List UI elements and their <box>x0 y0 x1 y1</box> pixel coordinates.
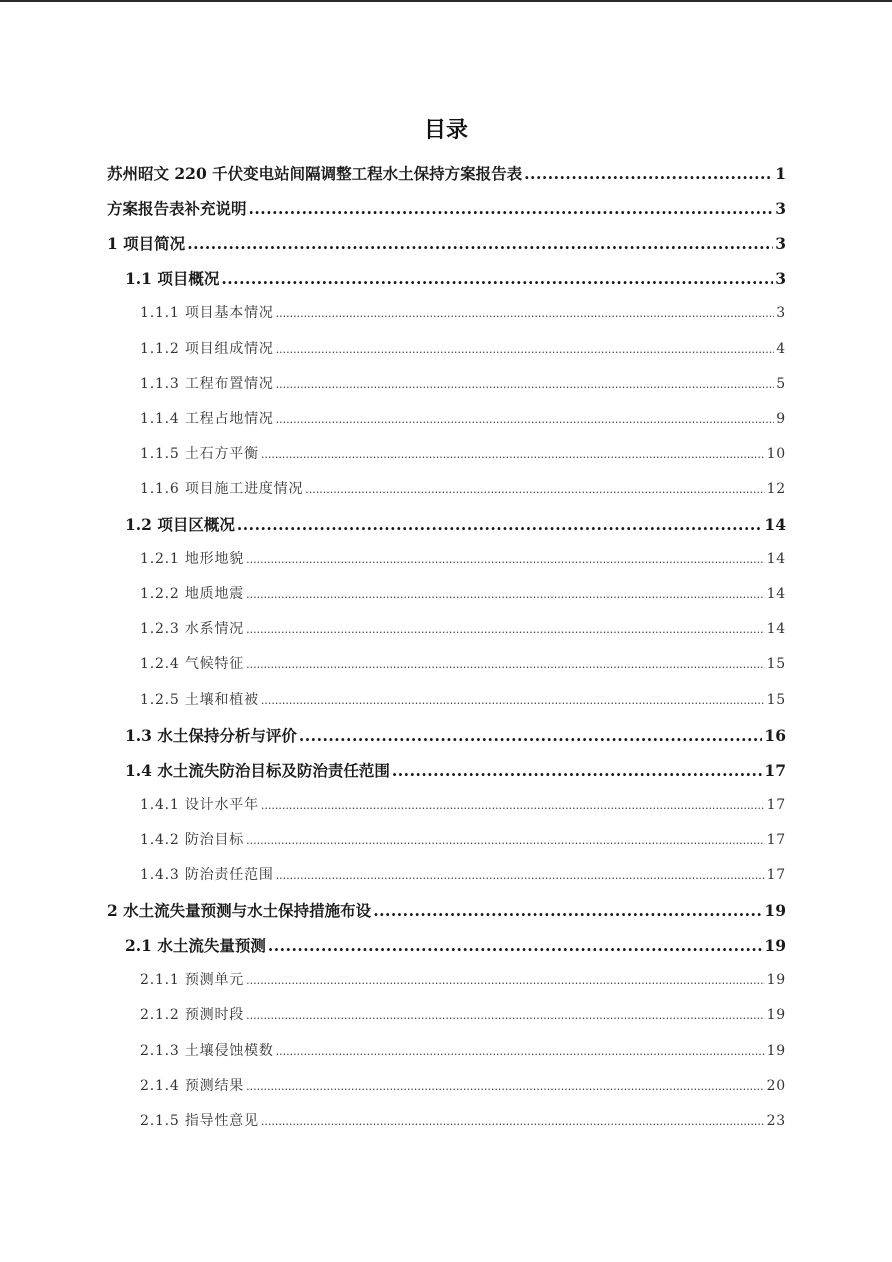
toc-page-number: 16 <box>764 725 786 745</box>
toc-entry[interactable] <box>107 191 786 226</box>
toc-entry[interactable] <box>140 577 786 612</box>
toc-page-number: 3 <box>775 234 786 254</box>
toc-entry[interactable] <box>140 647 786 682</box>
toc-page-number: 3 <box>775 269 786 289</box>
toc-leader-dots <box>373 893 762 928</box>
toc-leader-dots <box>299 718 763 753</box>
toc-entry-title: 1.2.2 地质地震 <box>140 586 245 603</box>
toc-leader-dots <box>276 332 775 367</box>
toc-leader-dots <box>524 156 773 191</box>
toc-entry-title: 1.1.3 工程布置情况 <box>140 375 274 392</box>
toc-entry-title: 1.3 水土保持分析与评价 <box>125 725 297 745</box>
toc-entry-title: 方案报告表补充说明 <box>107 199 247 219</box>
toc-entry[interactable] <box>140 402 786 437</box>
toc-leader-dots <box>249 191 774 226</box>
toc-entry-title: 2.1 水土流失量预测 <box>125 936 266 956</box>
toc-entry-title: 2.1.1 预测单元 <box>140 972 245 989</box>
toc-entry[interactable] <box>107 893 786 928</box>
toc-entry[interactable] <box>125 718 786 753</box>
toc-entry[interactable] <box>140 612 786 647</box>
toc-page-number: 17 <box>766 831 786 848</box>
toc-entry[interactable] <box>140 437 786 472</box>
toc-page-number: 17 <box>766 796 786 813</box>
toc-leader-dots <box>276 367 775 402</box>
toc-entry[interactable] <box>140 542 786 577</box>
toc-page-number: 23 <box>766 1112 786 1129</box>
toc-entry[interactable] <box>140 1104 786 1139</box>
toc-leader-dots <box>276 296 775 331</box>
toc-entry-title: 1.1.1 项目基本情况 <box>140 305 274 322</box>
toc-leader-dots <box>276 1034 765 1069</box>
toc-page-number: 19 <box>766 972 786 989</box>
toc-entry-title: 1.2.4 气候特征 <box>140 656 245 673</box>
toc-page-number: 17 <box>766 867 786 883</box>
toc-page-number: 17 <box>764 760 786 780</box>
toc-entry-title: 1.4.3 防治责任范围 <box>140 867 274 883</box>
toc-leader-dots <box>261 437 765 472</box>
toc-leader-dots <box>261 683 765 718</box>
toc-page-number: 15 <box>766 691 786 708</box>
toc-entry-title: 1.1.5 土石方平衡 <box>140 445 259 462</box>
toc-entry[interactable] <box>140 998 786 1033</box>
toc-page-number: 3 <box>775 199 786 219</box>
toc-entry-title: 1.2.3 水系情况 <box>140 621 245 638</box>
toc-entry-title: 2.1.5 指导性意见 <box>140 1112 259 1129</box>
toc-entry-title: 2 水土流失量预测与水土保持措施布设 <box>107 901 372 921</box>
toc-entry-title: 1.2.1 地形地貌 <box>140 551 245 568</box>
toc-entry[interactable] <box>140 1034 786 1069</box>
toc-entry[interactable] <box>107 226 786 261</box>
toc-page-number: 14 <box>766 586 786 603</box>
toc-page-number: 20 <box>766 1077 786 1094</box>
toc-entry-title: 1 项目简况 <box>107 234 186 254</box>
toc-entry-title: 1.2 项目区概况 <box>125 515 235 534</box>
toc-page-number: 19 <box>766 1007 786 1024</box>
toc-leader-dots <box>392 753 763 788</box>
toc-entry-title: 1.1.2 项目组成情况 <box>140 340 274 357</box>
toc-entry[interactable] <box>140 963 786 998</box>
toc-leader-dots <box>246 1069 765 1104</box>
toc-leader-dots <box>276 858 765 893</box>
toc-entry-title: 1.4.2 防治目标 <box>140 831 245 848</box>
toc-leader-dots <box>246 823 765 858</box>
toc-page-number: 12 <box>766 480 786 497</box>
toc-leader-dots <box>261 1104 765 1139</box>
toc-page-number: 19 <box>764 936 786 956</box>
toc-entry-title: 1.4.1 设计水平年 <box>140 796 259 813</box>
toc-entry[interactable] <box>140 858 786 893</box>
toc-entry-title: 2.1.2 预测时段 <box>140 1007 245 1024</box>
toc-leader-dots <box>268 928 763 963</box>
toc-page-number: 3 <box>776 305 786 322</box>
toc-entry[interactable] <box>125 261 786 296</box>
toc-entry-title: 苏州昭文 220 千伏变电站间隔调整工程水土保持方案报告表 <box>107 164 523 183</box>
toc-leader-dots <box>246 542 765 577</box>
toc-leader-dots <box>187 226 773 261</box>
toc-entry[interactable] <box>125 753 786 788</box>
toc-page-number: 14 <box>766 621 786 638</box>
toc-entry[interactable] <box>140 683 786 718</box>
page-title: 目录 <box>423 118 468 143</box>
toc-page-number: 14 <box>764 515 786 534</box>
toc-entry-title: 1.1 项目概况 <box>125 269 220 289</box>
toc-leader-dots <box>246 647 765 682</box>
toc-page-number: 1 <box>775 164 786 183</box>
toc-leader-dots <box>237 507 763 542</box>
toc-page-number: 10 <box>766 445 786 462</box>
toc-entry-title: 1.2.5 土壤和植被 <box>140 691 259 708</box>
toc-entry[interactable] <box>125 928 786 963</box>
toc-leader-dots <box>305 472 764 507</box>
toc-entry-title: 2.1.3 土壤侵蚀模数 <box>140 1042 274 1059</box>
toc-entry-title: 1.1.6 项目施工进度情况 <box>140 480 304 497</box>
toc-leader-dots <box>261 788 765 823</box>
toc-page-number: 5 <box>776 375 786 392</box>
toc-page-number: 9 <box>776 410 786 427</box>
toc-leader-dots <box>246 963 765 998</box>
toc-entry[interactable] <box>140 788 786 823</box>
toc-entry[interactable] <box>140 1069 786 1104</box>
toc-leader-dots <box>246 612 765 647</box>
toc-leader-dots <box>276 402 775 437</box>
toc-page-number: 19 <box>764 901 786 921</box>
toc-entry[interactable] <box>140 367 786 402</box>
toc-leader-dots <box>246 998 765 1033</box>
toc-entry-title: 2.1.4 预测结果 <box>140 1077 245 1094</box>
toc-page-number: 4 <box>776 340 786 357</box>
toc-entry[interactable] <box>140 823 786 858</box>
toc-entry[interactable] <box>140 332 786 367</box>
toc-entry[interactable] <box>125 507 786 542</box>
toc-entry[interactable] <box>107 156 786 191</box>
toc-entry[interactable] <box>140 472 786 507</box>
toc-entry-title: 1.4 水土流失防治目标及防治责任范围 <box>125 760 390 780</box>
toc-page-number: 14 <box>766 551 786 568</box>
toc-entry-title: 1.1.4 工程占地情况 <box>140 410 274 427</box>
toc-leader-dots <box>246 577 765 612</box>
toc-page-number: 15 <box>766 656 786 673</box>
toc-leader-dots <box>221 261 773 296</box>
toc-page-number: 19 <box>766 1042 786 1059</box>
toc-entry[interactable] <box>140 296 786 331</box>
page-top-border <box>0 0 892 2</box>
